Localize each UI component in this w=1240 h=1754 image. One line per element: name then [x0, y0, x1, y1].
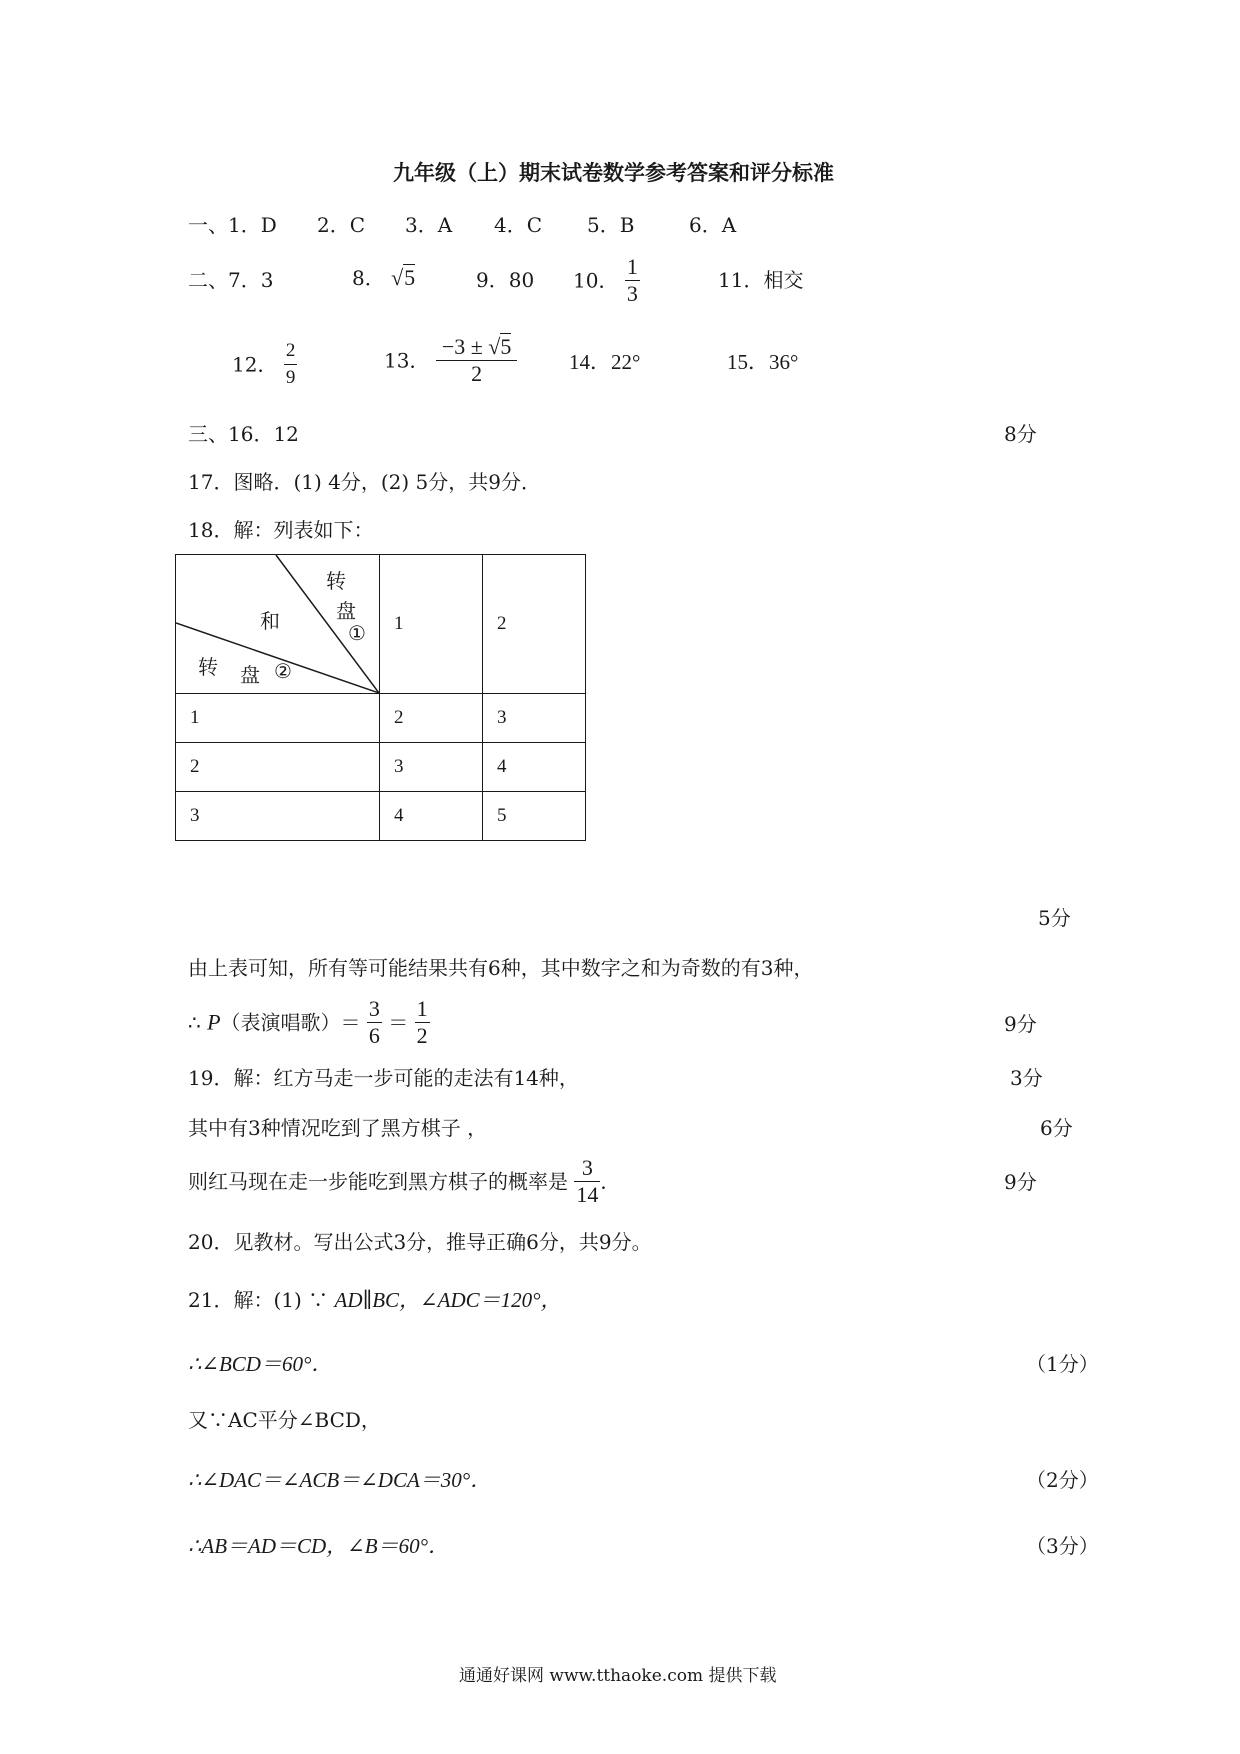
numerator: 1 — [416, 996, 428, 1021]
q21-line-4: ∴∠DAC＝∠ACB＝∠DCA＝30°． — [188, 1468, 492, 1492]
part2-q11: 11．相交 — [718, 268, 804, 292]
table-row — [176, 792, 586, 841]
part2-q15: 15．36° — [727, 350, 799, 374]
table-cell: 2 — [380, 694, 483, 743]
denominator: 14 — [576, 1182, 599, 1207]
table-cell: 4 — [483, 743, 586, 792]
table-cell: 5 — [483, 792, 586, 841]
q19-line-1: 19．解：红方马走一步可能的走法有14种， — [188, 1066, 579, 1090]
q17-answer: 17．图略．(1) 4分，(2) 5分，共9分． — [188, 470, 541, 494]
q21-line-5: ∴AB＝AD＝CD，∠B＝60°． — [188, 1534, 450, 1558]
page-title: 九年级（上）期末试卷数学参考答案和评分标准 — [393, 160, 834, 185]
header-mid: 和 — [260, 611, 280, 633]
part1-q2: 2．C — [317, 213, 366, 237]
denominator: 2 — [416, 1023, 428, 1048]
q18-intro: 18．解：列表如下： — [188, 518, 374, 542]
numerator-prefix: −3 ± — [441, 334, 489, 359]
part2-q9: 9．80 — [476, 268, 535, 292]
part2-q14: 14．22° — [569, 350, 641, 374]
fraction-1-2 — [415, 996, 430, 1049]
q19-line-3 — [188, 1155, 620, 1208]
numerator: 1 — [626, 254, 638, 279]
q13-label: 13． — [384, 348, 430, 373]
q12-label: 12． — [232, 352, 278, 377]
col-header-2: 2 — [483, 555, 586, 694]
sqrt-5 — [391, 264, 415, 290]
part2-q10 — [573, 254, 640, 307]
part1-q5: 5．B — [587, 213, 635, 237]
prob-symbol: P — [207, 1009, 221, 1035]
numerator — [436, 334, 518, 360]
table-cell: 4 — [380, 792, 483, 841]
table-cell: 3 — [483, 694, 586, 743]
q21-line-1-prefix: 21．解：(1) ∵ — [188, 1288, 335, 1312]
therefore-sign: ∴ — [188, 1010, 201, 1035]
fraction-1-3 — [625, 254, 640, 307]
numerator: 3 — [581, 1155, 593, 1180]
table-diagonal-header — [176, 555, 380, 694]
q21-score-2: （1分） — [1026, 1352, 1099, 1376]
numerator: 2 — [285, 340, 296, 361]
fraction-3-6 — [367, 996, 382, 1049]
header-left-char1: 转 — [198, 657, 218, 679]
radical-sign: √ — [488, 334, 501, 359]
q19-score-2: 6分 — [1040, 1116, 1073, 1140]
q21-line-1-math: AD∥BC，∠ADC＝120°， — [334, 1288, 562, 1312]
table-row — [176, 694, 586, 743]
denominator: 2 — [436, 360, 518, 387]
col-header-1: 1 — [380, 555, 483, 694]
fraction-2-9 — [284, 338, 298, 391]
header-top-char1: 转 — [326, 571, 346, 593]
q18-score-2: 9分 — [1004, 1012, 1037, 1036]
q19-line-3-text: 则红马现在走一步能吃到黑方棋子的概率是 — [188, 1169, 568, 1194]
fraction-quadratic-root — [436, 334, 518, 387]
numerator: 3 — [368, 996, 380, 1021]
q21-line-3: 又∵AC平分∠BCD， — [188, 1408, 381, 1432]
denominator: 9 — [284, 364, 298, 391]
q16-answer: 三、16．12 — [188, 422, 299, 446]
q18-score-1: 5分 — [1038, 906, 1071, 930]
q21-score-4: （2分） — [1026, 1468, 1099, 1492]
part2-q7: 二、7．3 — [188, 268, 274, 292]
part2-q12 — [232, 338, 297, 391]
denominator: 6 — [368, 1023, 380, 1048]
page-footer: 通通好课网 www.tthaoke.com 提供下载 — [459, 1666, 777, 1686]
equals-sign: ＝ — [388, 1010, 409, 1035]
sum-table — [175, 554, 586, 841]
header-top-char2: 盘 — [336, 601, 356, 623]
q18-conclusion: 由上表可知，所有等可能结果共有6种，其中数字之和为奇数的有3种， — [188, 956, 814, 980]
header-left-char3: ② — [274, 661, 292, 683]
part2-q13 — [384, 334, 517, 387]
period: ． — [600, 1169, 621, 1194]
q16-score: 8分 — [1004, 422, 1037, 446]
table-cell: 3 — [380, 743, 483, 792]
part1-q4: 4．C — [494, 213, 543, 237]
q18-probability — [188, 996, 430, 1049]
table-row — [176, 743, 586, 792]
q19-score-1: 3分 — [1010, 1066, 1043, 1090]
row-header: 1 — [176, 694, 380, 743]
q10-label: 10． — [573, 268, 619, 293]
part2-q8 — [352, 266, 415, 290]
q19-score-3: 9分 — [1004, 1170, 1037, 1194]
q21-line-1 — [188, 1288, 562, 1312]
prob-label: （表演唱歌）＝ — [220, 1010, 361, 1035]
part1-row — [188, 213, 277, 237]
part1-q1: 一、1．D — [188, 213, 277, 237]
part1-q6: 6．A — [689, 213, 737, 237]
row-header: 3 — [176, 792, 380, 841]
fraction-3-14 — [574, 1155, 600, 1208]
header-left-char2: 盘 — [240, 665, 260, 687]
radical-sign: √ — [391, 265, 404, 290]
row-header: 2 — [176, 743, 380, 792]
q21-line-2: ∴∠BCD＝60°． — [188, 1352, 333, 1376]
q20-answer: 20．见教材。写出公式3分，推导正确6分，共9分。 — [188, 1230, 652, 1254]
header-top-char3: ① — [348, 623, 366, 645]
q19-line-2: 其中有3种情况吃到了黑方棋子 ， — [188, 1116, 488, 1140]
denominator: 3 — [626, 281, 638, 306]
radicand: 5 — [404, 265, 416, 290]
part1-q3: 3．A — [405, 213, 453, 237]
q21-score-5: （3分） — [1026, 1534, 1099, 1558]
q8-label: 8． — [352, 266, 385, 290]
radicand: 5 — [500, 334, 512, 359]
